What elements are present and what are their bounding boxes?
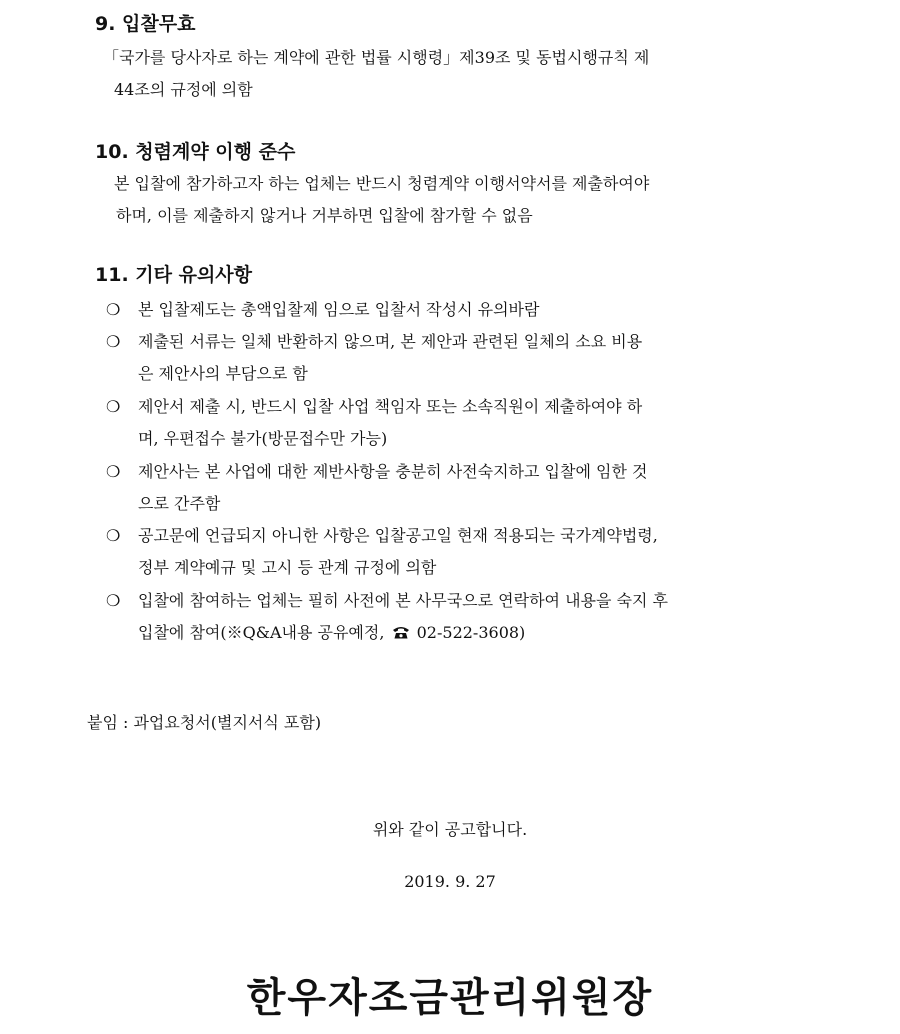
notice-date: 2019. 9. 27 xyxy=(404,872,496,891)
notice-item xyxy=(106,520,818,584)
section-10-line-1: 본 입찰에 참가하고자 하는 업체는 반드시 청렴계약 이행서약서를 제출하여야 xyxy=(114,174,650,193)
notice-item-line: 며, 우편접수 불가(방문접수만 가능) xyxy=(138,429,388,448)
notice-item-contact-line xyxy=(138,617,818,649)
notice-item-line: 제안서 제출 시, 반드시 입찰 사업 책임자 또는 소속직원이 제출하여야 하 xyxy=(138,397,643,416)
bullet-circle-icon: ❍ xyxy=(106,526,121,545)
notice-item-line: 제출된 서류는 일체 반환하지 않으며, 본 제안과 관련된 일체의 소요 비용 xyxy=(138,332,643,351)
notice-item-line: 정부 계약예규 및 고시 등 관계 규정에 의함 xyxy=(138,558,437,577)
notice-item xyxy=(106,456,818,520)
section-10-body xyxy=(114,168,649,232)
bullet-circle-icon: ❍ xyxy=(106,300,121,319)
issuer-signature: 한우자조금관리위원장 xyxy=(246,975,654,1021)
bullet-circle-icon: ❍ xyxy=(106,591,121,610)
notice-item xyxy=(106,294,818,326)
notice-item xyxy=(106,326,818,390)
notice-item-line: 본 입찰제도는 총액입찰제 임으로 입찰서 작성시 유의바람 xyxy=(138,300,540,319)
section-11-heading: 11. 기타 유의사항 xyxy=(95,264,253,286)
notice-item-line: 제안사는 본 사업에 대한 제반사항을 충분히 사전숙지하고 입찰에 임한 것 xyxy=(138,462,648,481)
notice-item xyxy=(106,585,818,649)
notice-item xyxy=(106,391,818,455)
notice-item-line: 입찰에 참여하는 업체는 필히 사전에 본 사무국으로 연락하여 내용을 숙지 후 xyxy=(138,591,668,610)
telephone-icon xyxy=(392,625,410,639)
bullet-circle-icon: ❍ xyxy=(106,462,121,481)
section-9-body xyxy=(103,42,649,106)
section-9-line-2: 44조의 규정에 의함 xyxy=(114,80,253,99)
section-10-heading: 10. 청렴계약 이행 준수 xyxy=(95,141,296,163)
bullet-circle-icon: ❍ xyxy=(106,397,121,416)
notice-item-line: 으로 간주함 xyxy=(138,494,221,513)
bullet-circle-icon: ❍ xyxy=(106,332,121,351)
section-10-line-2: 하며, 이를 제출하지 않거나 거부하면 입찰에 참가할 수 없음 xyxy=(116,206,533,225)
notice-item-line: 공고문에 언급되지 아니한 사항은 입찰공고일 현재 적용되는 국가계약법령, xyxy=(138,526,658,545)
notice-item-line: 은 제안사의 부담으로 함 xyxy=(138,364,308,383)
closing-statement: 위와 같이 공고합니다. xyxy=(372,820,528,839)
contact-text: 입찰에 참여(※Q&A내용 공유예정, xyxy=(138,623,385,642)
section-9-line-1: 「국가를 당사자로 하는 계약에 관한 법률 시행령」제39조 및 동법시행규칙 제 xyxy=(103,48,650,67)
attachment-note: 붙임 : 과업요청서(별지서식 포함) xyxy=(87,713,322,732)
contact-phone-number: 02-522-3608) xyxy=(416,623,526,642)
section-9-heading: 9. 입찰무효 xyxy=(95,13,196,35)
